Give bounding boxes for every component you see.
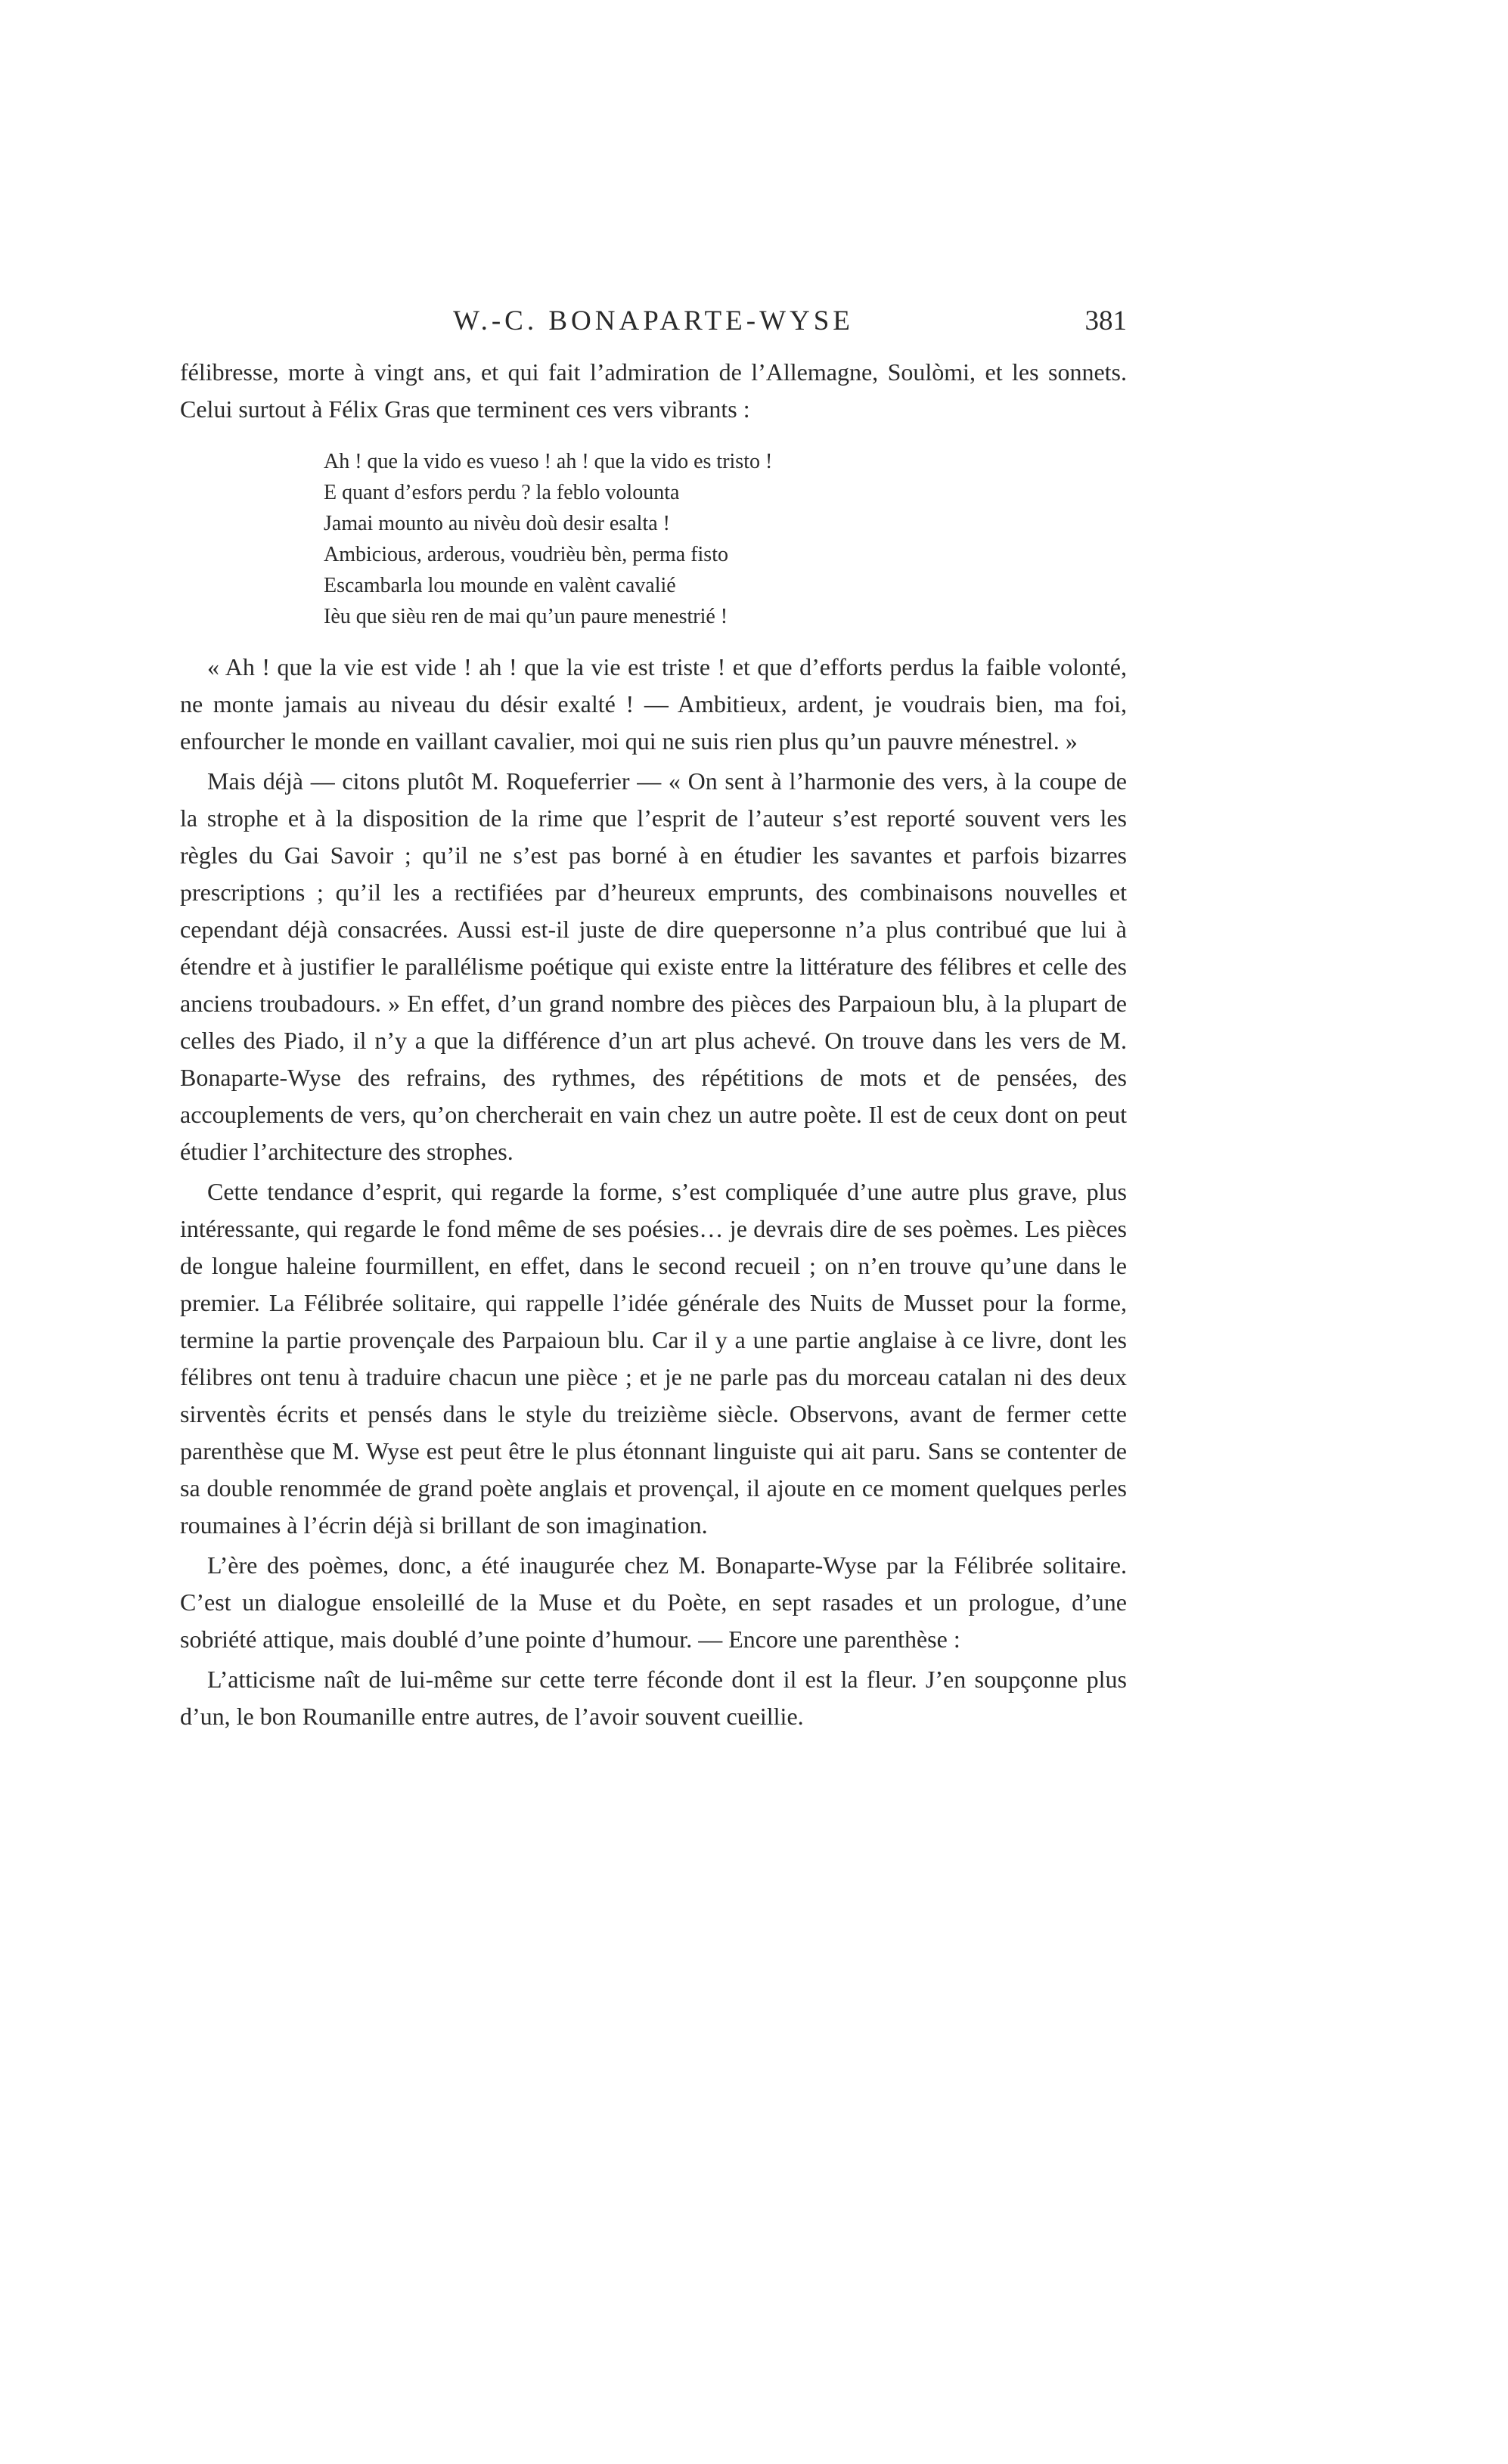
body-text	[180, 354, 1127, 1735]
paragraph-3: Mais déjà — citons plutôt M. Roqueferrier — « On sent à l’harmonie des vers, à la coupe de la strophe et à la disposition de la rime que l’esprit de l’auteur s’est reporté souvent vers les règles du Gai Savoir ; qu’il ne s’est pas borné à en étudier les savantes et parfois bizarres prescriptions ; qu’il les a rectifiées par d’heureux emprunts, des combinaisons nouvelles et cependant déjà consacrées. Aussi est-il juste de dire quepersonne n’a plus contribué que lui à étendre et à justifier le parallélisme poétique qui existe entre la littérature des félibres et celle des anciens troubadours. » En effet, d’un grand nombre des pièces des Parpaioun blu, à la plupart de celles des Piado, il n’y a que la différence d’un art plus achevé. On trouve dans les vers de M. Bonaparte-Wyse des refrains, des rythmes, des répétitions de mots et de pensées, des accouplements de vers, qu’on chercherait en vain chez un autre poète. Il est de ceux dont on peut étudier l’architecture des strophes.	[180, 767, 1127, 1165]
verse-line: E quant d’esfors perdu ? la feblo volounta	[324, 481, 680, 504]
verse-quotation	[324, 446, 1127, 632]
running-title: W.-C. BONAPARTE-WYSE	[453, 305, 854, 336]
verse-line: Jamai mounto au nivèu doù desir esalta !	[324, 512, 670, 535]
paragraph-4: Cette tendance d’esprit, qui regarde la forme, s’est compliquée d’une autre plus grave, plus intéressante, qui regarde le fond même de ses poésies… je devrais dire de ses poèmes. Les pièces de longue haleine fourmillent, en effet, dans le second recueil ; on n’en trouve qu’une dans le premier. La Félibrée solitaire, qui rappelle l’idée générale des Nuits de Musset pour la forme, termine la partie provençale des Parpaioun blu. Car il y a une partie anglaise à ce livre, dont les félibres ont tenu à traduire chacun une pièce ; et je ne parle pas du morceau catalan ni des deux sirventès écrits et pensés dans le style du treizième siècle. Observons, avant de fermer cette parenthèse que M. Wyse est peut être le plus étonnant linguiste qui ait paru. Sans se contenter de sa double renommée de grand poète anglais et provençal, il ajoute en ce moment quelques perles roumaines à l’écrin déjà si brillant de son imagination.	[180, 1178, 1127, 1539]
paragraph-5: L’ère des poèmes, donc, a été inaugurée chez M. Bonaparte-Wyse par la Félibrée solitaire. C’est un dialogue ensoleillé de la Muse et du Poète, en sept rasades et un prologue, d’une sobriété attique, mais doublé d’une pointe d’humour. — Encore une parenthèse :	[180, 1551, 1127, 1653]
paragraph-6: L’atticisme naît de lui-même sur cette terre féconde dont il est la fleur. J’en soupçonne plus d’un, le bon Roumanille entre autres, de l’avoir souvent cueillie.	[180, 1666, 1127, 1730]
paragraph-translation: « Ah ! que la vie est vide ! ah ! que la vie est triste ! et que d’efforts perdus la faible volonté, ne monte jamais au niveau du désir exalté ! — Ambitieux, ardent, je voudrais bien, ma foi, enfourcher le monde en vaillant cavalier, moi qui ne suis rien plus qu’un pauvre ménestrel. »	[180, 653, 1127, 755]
verse-line: Escambarla lou mounde en valènt cavalié	[324, 574, 676, 597]
verse-line: Ièu que sièu ren de mai qu’un paure menestrié !	[324, 605, 728, 628]
page-number: 381	[1084, 305, 1127, 336]
page-header	[180, 305, 1127, 342]
verse-line: Ah ! que la vido es vueso ! ah ! que la vido es tristo !	[324, 450, 773, 473]
paragraph-1: félibresse, morte à vingt ans, et qui fait l’admiration de l’Allemagne, Soulòmi, et les sonnets. Celui surtout à Félix Gras que terminent ces vers vibrants :	[180, 358, 1127, 423]
verse-line: Ambicious, arderous, voudrièu bèn, perma fisto	[324, 543, 728, 566]
